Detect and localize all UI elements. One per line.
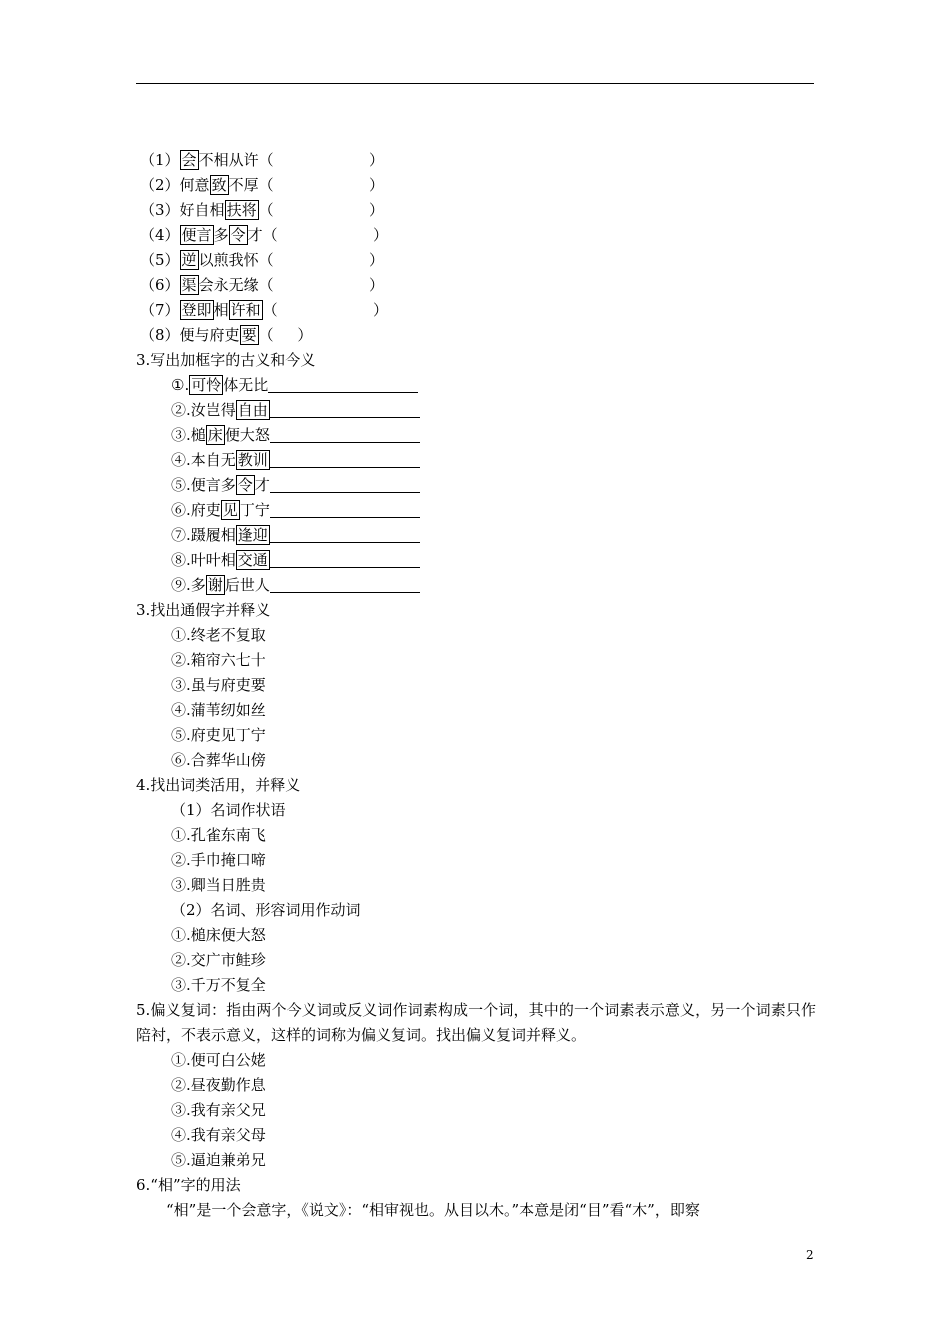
text-segment: 体无比 <box>223 376 269 394</box>
item-number: ①. <box>171 376 190 394</box>
list-item <box>136 423 816 448</box>
item-number: ⑦. <box>171 526 191 544</box>
boxed-word: 登即 <box>181 301 212 319</box>
text-segment: 以煎我怀 <box>198 251 259 269</box>
list-item: ①.终老不复取 <box>171 626 266 644</box>
list-item: ①.便可白公姥 <box>171 1051 266 1069</box>
text-segment: 会永无缘 <box>198 276 259 294</box>
text-segment: 何意 <box>179 176 210 194</box>
text-segment: 多 <box>213 226 229 244</box>
list-item: ①.孔雀东南飞 <box>171 826 266 844</box>
list-item <box>136 473 816 498</box>
list-item <box>136 298 816 323</box>
list-item: ③.千万不复全 <box>171 976 266 994</box>
item-number: ②. <box>171 401 191 419</box>
boxed-word: 扶将 <box>226 201 257 219</box>
answer-blank <box>270 499 420 518</box>
answer-parentheses: （ ） <box>258 201 384 219</box>
item-index: （8） <box>140 326 180 344</box>
header-rule <box>136 83 814 84</box>
item-index: （1） <box>140 151 180 169</box>
item-number: ⑧. <box>171 551 191 569</box>
list-item <box>136 398 816 423</box>
list-item <box>136 573 816 598</box>
section-4-title: 4.找出词类活用，并释义 <box>136 776 301 794</box>
boxed-word: 教训 <box>237 451 268 469</box>
answer-blank <box>270 424 420 443</box>
list-item <box>136 498 816 523</box>
answer-blank <box>268 374 418 393</box>
noun-adj-as-verb-list <box>136 923 816 998</box>
boxed-word: 交通 <box>237 551 268 569</box>
ancient-modern-meaning-list <box>136 373 816 598</box>
boxed-word: 可怜 <box>191 376 222 394</box>
answer-parentheses: （ ） <box>262 226 388 244</box>
list-item: ①.槌床便大怒 <box>171 926 266 944</box>
text-segment: 好自相 <box>179 201 225 219</box>
boxed-word: 自由 <box>237 401 268 419</box>
list-item: ⑤.府吏见丁宁 <box>171 726 266 744</box>
list-item <box>136 448 816 473</box>
text-segment: 后世人 <box>224 576 270 594</box>
noun-as-adverbial-list <box>136 823 816 898</box>
list-item: ②.箱帘六七十 <box>171 651 266 669</box>
list-item: ②.交广市鲑珍 <box>171 951 266 969</box>
list-item <box>136 273 816 298</box>
boxed-word: 令 <box>230 226 246 244</box>
answer-blank <box>270 549 420 568</box>
item-index: （5） <box>140 251 180 269</box>
item-number: ④. <box>171 451 191 469</box>
section-4-sub1: （1）名词作状语 <box>171 801 286 819</box>
text-segment: 叶叶相 <box>190 551 236 569</box>
answer-parentheses: （ ） <box>258 176 384 194</box>
list-item <box>136 548 816 573</box>
list-item <box>136 323 816 348</box>
section-5-title: 5.偏义复词：指由两个今义词或反义词作词素构成一个词，其中的一个词素表示意义，另一个词素只作陪衬，不表示意义，这样的词称为偏义复词。找出偏义复词并释义。 <box>136 1001 816 1044</box>
answer-parentheses: （ ） <box>258 251 384 269</box>
text-segment: 府吏 <box>190 501 221 519</box>
list-item <box>136 198 816 223</box>
answer-parentheses: （ ） <box>258 326 313 344</box>
item-number: ⑤. <box>171 476 191 494</box>
text-segment: 本自无 <box>190 451 236 469</box>
text-segment: 多 <box>190 576 206 594</box>
text-segment: 便大怒 <box>224 426 270 444</box>
item-index: （3） <box>140 201 180 219</box>
item-number: ⑥. <box>171 501 191 519</box>
answer-blank <box>270 449 420 468</box>
text-segment: 不厚 <box>228 176 259 194</box>
list-item: ⑤.逼迫兼弟兄 <box>171 1151 266 1169</box>
list-item <box>136 223 816 248</box>
list-item: ④.我有亲父母 <box>171 1126 266 1144</box>
list-item <box>136 248 816 273</box>
list-item: ②.手巾掩口啼 <box>171 851 266 869</box>
boxed-word: 见 <box>222 501 238 519</box>
item-index: （6） <box>140 276 180 294</box>
text-segment: 才 <box>254 476 270 494</box>
text-segment: 蹑履相 <box>190 526 236 544</box>
list-item: ③.我有亲父兄 <box>171 1101 266 1119</box>
text-segment: 丁宁 <box>239 501 270 519</box>
list-item <box>136 148 816 173</box>
section-3b-title: 3.找出通假字并释义 <box>136 601 271 619</box>
list-item: ②.昼夜勤作息 <box>171 1076 266 1094</box>
list-item: ⑥.合葬华山傍 <box>171 751 266 769</box>
answer-blank <box>270 574 420 593</box>
item-number: ③. <box>171 426 191 444</box>
section-3a-title: 3.写出加框字的古义和今义 <box>136 351 316 369</box>
text-segment: 才 <box>247 226 263 244</box>
list-item <box>136 523 816 548</box>
boxed-word: 逢迎 <box>237 526 268 544</box>
item-index: （2） <box>140 176 180 194</box>
text-segment: 便言多 <box>190 476 236 494</box>
page-number: 2 <box>806 1248 814 1262</box>
item-number: ⑨. <box>171 576 191 594</box>
page-content <box>136 148 816 1223</box>
list-item: ③.虽与府吏要 <box>171 676 266 694</box>
boxed-word: 会 <box>181 151 197 169</box>
item-index: （4） <box>140 226 180 244</box>
answer-parentheses: （ ） <box>258 151 384 169</box>
section-6-title: 6.“相”字的用法 <box>136 1176 241 1194</box>
answer-blank <box>270 399 420 418</box>
text-segment: 便与府吏 <box>179 326 240 344</box>
answer-parentheses: （ ） <box>258 276 384 294</box>
boxed-word: 便言 <box>181 226 212 244</box>
pianyi-fuci-list <box>136 1048 816 1173</box>
boxed-word: 谢 <box>207 576 223 594</box>
answer-blank <box>270 524 420 543</box>
tongjia-list <box>136 623 816 773</box>
answer-parentheses: （ ） <box>262 301 388 319</box>
section-4-sub2: （2）名词、形容词用作动词 <box>171 901 361 919</box>
boxed-word: 许和 <box>230 301 261 319</box>
item-index: （7） <box>140 301 180 319</box>
boxed-word: 床 <box>207 426 223 444</box>
boxed-word: 令 <box>237 476 253 494</box>
text-segment: 不相从许 <box>198 151 259 169</box>
section-6-paragraph: “相”是一个会意字，《说文》：“相审视也。从目以木。”本意是闭“目”看“木”，即察 <box>166 1201 700 1219</box>
list-item <box>136 173 816 198</box>
list-item: ③.卿当日胜贵 <box>171 876 266 894</box>
list-item: ④.蒲苇纫如丝 <box>171 701 266 719</box>
boxed-word: 渠 <box>181 276 197 294</box>
answer-blank <box>270 474 420 493</box>
list-item <box>136 373 816 398</box>
text-segment: 汝岂得 <box>190 401 236 419</box>
boxed-word: 致 <box>211 176 227 194</box>
text-segment: 槌 <box>190 426 206 444</box>
boxed-word: 要 <box>241 326 257 344</box>
boxed-word: 逆 <box>181 251 197 269</box>
word-meaning-list <box>136 148 816 348</box>
text-segment: 相 <box>213 301 229 319</box>
